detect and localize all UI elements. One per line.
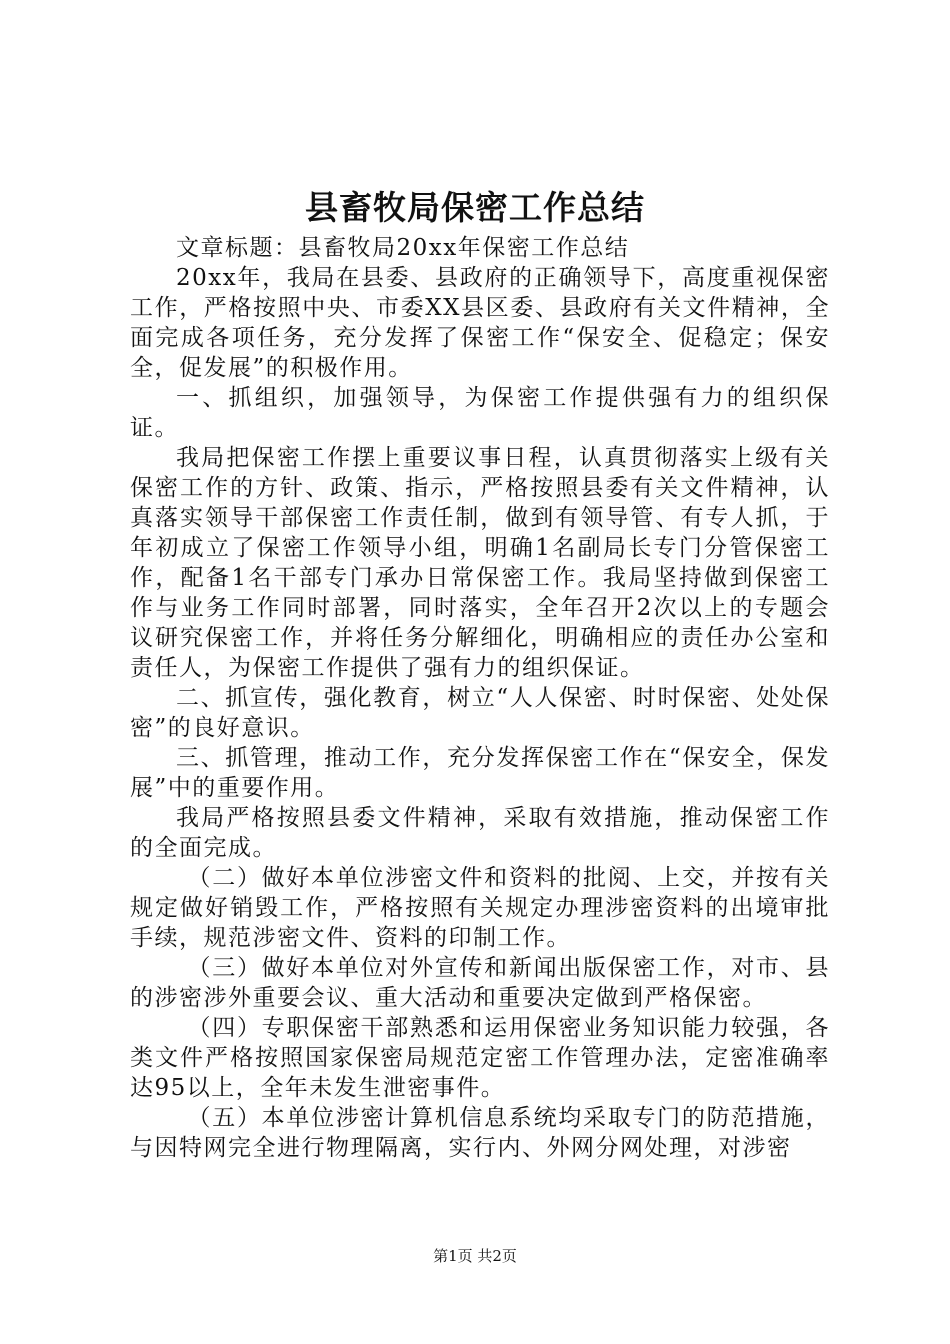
item-5-paragraph: （五）本单位涉密计算机信息系统均采取专门的防范措施，与因特网完全进行物理隔离，实行内、外网分网处理，对涉密 (130, 1105, 830, 1161)
document-title: 县畜牧局保密工作总结 (305, 188, 645, 227)
item-3-paragraph: （三）做好本单位对外宣传和新闻出版保密工作，对市、县的涉密涉外重要会议、重大活动和重要决定做到严格保密。 (130, 955, 830, 1011)
document-body (130, 233, 830, 1163)
article-title-line: 文章标题：县畜牧局20xx年保密工作总结 (176, 235, 630, 261)
section-3-paragraph: 我局严格按照县委文件精神，采取有效措施，推动保密工作的全面完成。 (130, 805, 830, 861)
section-heading-1: 一、抓组织，加强领导，为保密工作提供强有力的组织保证。 (130, 385, 830, 441)
section-heading-3: 三、抓管理，推动工作，充分发挥保密工作在“保安全，保发展”中的重要作用。 (130, 745, 830, 801)
page-number-footer: 第1页 共2页 (433, 1247, 517, 1265)
item-2-paragraph: （二）做好本单位涉密文件和资料的批阅、上交，并按有关规定做好销毁工作，严格按照有关规定办理涉密资料的出境审批手续，规范涉密文件、资料的印制工作。 (130, 865, 830, 951)
section-1-paragraph: 我局把保密工作摆上重要议事日程，认真贯彻落实上级有关保密工作的方针、政策、指示，严格按照县委有关文件精神，认真落实领导干部保密工作责任制，做到有领导管、有专人抓，于年初成立了保密工作领导小组，明确1名副局长专门分管保密工作，配备1名干部专门承办日常保密工作。我局坚持做到保密工作与业务工作同时部署，同时落实，全年召开2次以上的专题会议研究保密工作，并将任务分解细化，明确相应的责任办公室和责任人，为保密工作提供了强有力的组织保证。 (130, 445, 830, 681)
intro-paragraph: 20xx年，我局在县委、县政府的正确领导下，高度重视保密工作，严格按照中央、市委XX县区委、县政府有关文件精神，全面完成各项任务，充分发挥了保密工作“保安全、促稳定；保安全，促发展”的积极作用。 (130, 265, 830, 381)
section-heading-2: 二、抓宣传，强化教育，树立“人人保密、时时保密、处处保密”的良好意识。 (130, 685, 830, 741)
item-4-paragraph: （四）专职保密干部熟悉和运用保密业务知识能力较强，各类文件严格按照国家保密局规范定密工作管理办法，定密准确率达95以上，全年未发生泄密事件。 (130, 1015, 830, 1101)
